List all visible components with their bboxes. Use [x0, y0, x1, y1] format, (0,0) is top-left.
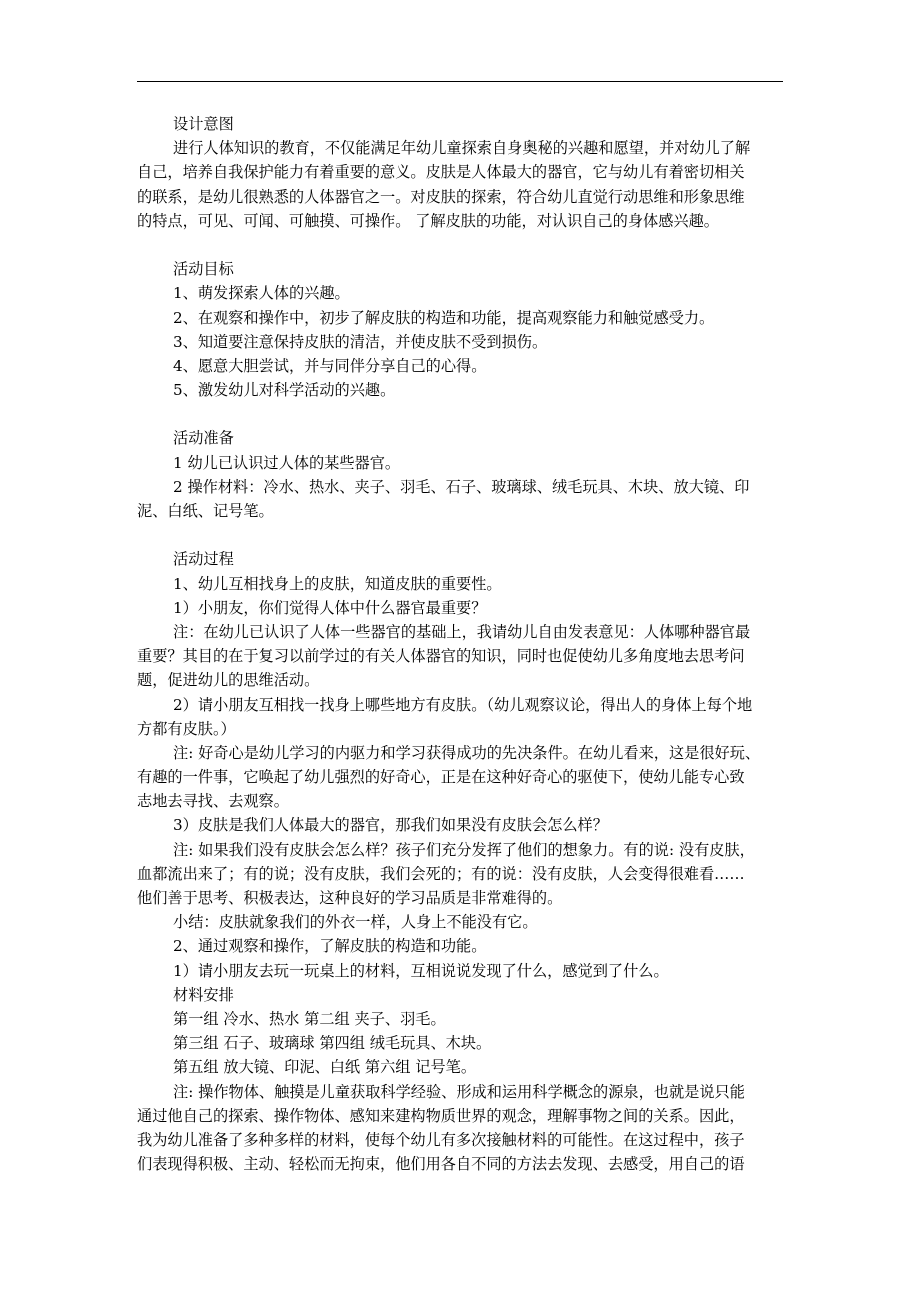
process-note: 有趣的一件事，它唤起了幼儿强烈的好奇心，正是在这种好奇心的驱使下，使幼儿能专心致 [137, 768, 745, 787]
goal-item: 3、知道要注意保持皮肤的清洁，并使皮肤不受到损伤。 [173, 332, 548, 351]
process-note: 注: 好奇心是幼儿学习的内驱力和学习获得成功的先决条件。在幼儿看来，这是很好玩、 [173, 743, 761, 762]
materials-group-line: 第五组 放大镜、印泥、白纸 第六组 记号笔。 [173, 1058, 477, 1077]
process-note: 们表现得积极、主动、轻松而无拘束，他们用各自不同的方法去发现、去感受，用自己的语 [137, 1155, 745, 1174]
section-heading-process: 活动过程 [173, 550, 234, 569]
materials-group-line: 第三组 石子、玻璃球 第四组 绒毛玩具、木块。 [173, 1034, 492, 1053]
process-note: 注: 操作物体、触摸是儿童获取科学经验、形成和运用科学概念的源泉，也就是说只能 [173, 1082, 745, 1101]
section-gap [137, 402, 783, 426]
document-body [137, 112, 783, 1176]
process-note: 重要？其目的在于复习以前学过的有关人体器官的知识，同时也促使幼儿多角度地去思考问 [137, 647, 745, 666]
paragraph-line: 进行人体知识的教育，不仅能满足年幼儿童探索自身奥秘的兴趣和愿望，并对幼儿了解 [173, 139, 751, 158]
goal-item: 1、萌发探索人体的兴趣。 [173, 284, 350, 303]
materials-heading: 材料安排 [173, 985, 234, 1004]
section-heading-goals: 活动目标 [173, 260, 234, 279]
process-question: 2）请小朋友互相找一找身上哪些地方有皮肤。（幼儿观察议论，得出人的身体上每个地 [173, 695, 753, 714]
goal-item: 4、愿意大胆尝试，并与同伴分享自己的心得。 [173, 356, 487, 375]
process-note: 我为幼儿准备了多种多样的材料，使每个幼儿有多次接触材料的可能性。在这过程中，孩子 [137, 1130, 745, 1149]
process-question: 1）小朋友，你们觉得人体中什么器官最重要？ [173, 598, 487, 617]
goal-item: 5、激发幼儿对科学活动的兴趣。 [173, 381, 396, 400]
paragraph-line: 的联系，是幼儿很熟悉的人体器官之一。对皮肤的探索，符合幼儿直觉行动思维和形象思维 [137, 187, 745, 206]
materials-group-line: 第一组 冷水、热水 第二组 夹子、羽毛。 [173, 1009, 446, 1028]
section-gap [137, 233, 783, 257]
goal-item: 2、在观察和操作中，初步了解皮肤的构造和功能，提高观察能力和触觉感受力。 [173, 308, 715, 327]
process-question: 3）皮肤是我们人体最大的器官，那我们如果没有皮肤会怎么样？ [173, 816, 608, 835]
prep-item: 1 幼儿已认识过人体的某些器官。 [173, 453, 401, 472]
process-step: 1、幼儿互相找身上的皮肤，知道皮肤的重要性。 [173, 574, 502, 593]
process-summary: 小结：皮肤就象我们的外衣一样，人身上不能没有它。 [173, 913, 538, 932]
paragraph-line: 自己，培养自我保护能力有着重要的意义。皮肤是人体最大的器官，它与幼儿有着密切相关 [137, 163, 745, 182]
prep-item: 2 操作材料：冷水、热水、夹子、羽毛、石子、玻璃球、绒毛玩具、木块、放大镜、印 [173, 477, 750, 496]
paragraph-line: 的特点，可见、可闻、可触摸、可操作。 了解皮肤的功能，对认识自己的身体感兴趣。 [137, 211, 719, 230]
process-question: 1）请小朋友去玩一玩桌上的材料，互相说说发现了什么，感觉到了什么。 [173, 961, 669, 980]
process-note: 题，促进幼儿的思维活动。 [137, 671, 320, 690]
process-question: 方都有皮肤。） [137, 719, 236, 738]
process-note: 注：在幼儿已认识了人体一些器官的基础上，我请幼儿自由发表意见：人体哪种器官最 [173, 622, 751, 641]
process-note: 血都流出来了；有的说；没有皮肤，我们会死的；有的说：没有皮肤，人会变得很难看…… [137, 864, 745, 883]
process-note: 注: 如果我们没有皮肤会怎么样？孩子们充分发挥了他们的想象力。有的说: 没有皮肤， [173, 840, 755, 859]
prep-item-continued: 泥、白纸、记号笔。 [137, 502, 274, 520]
header-rule [137, 81, 783, 82]
process-note: 志地去寻找、去观察。 [137, 792, 289, 811]
section-heading-design: 设计意图 [173, 115, 234, 133]
section-gap [137, 523, 783, 547]
process-note: 通过他自己的探索、操作物体、感知来建构物质世界的观念，理解事物之间的关系。因此， [137, 1106, 745, 1125]
process-step: 2、通过观察和操作，了解皮肤的构造和功能。 [173, 937, 487, 956]
process-note: 他们善于思考、积极表达，这种良好的学习品质是非常难得的。 [137, 889, 563, 907]
section-heading-prep: 活动准备 [173, 429, 234, 448]
